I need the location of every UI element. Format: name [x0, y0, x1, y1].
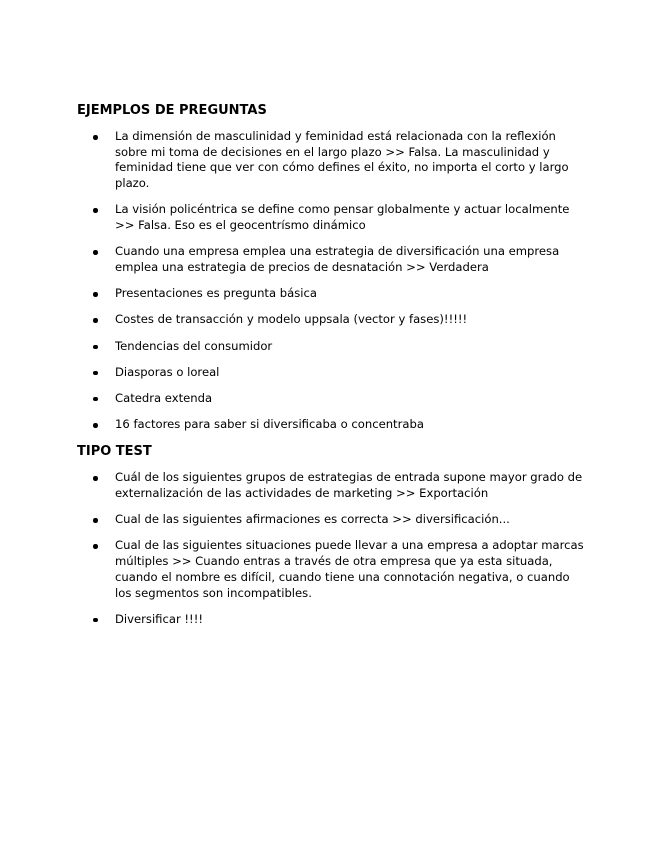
list-item	[77, 286, 587, 302]
list-item-text: La dimensión de masculinidad y feminidad está relacionada con la reflexión sobre mi toma de decisiones en el largo plazo >> Falsa. La masculinidad y feminidad tiene que ver con cómo defines el éxito, no importa el corto y largo plazo.	[115, 129, 569, 191]
bullet-icon	[93, 618, 98, 623]
list-item-text: La visión policéntrica se define como pensar globalmente y actuar localmente >> Falsa. Eso es el geocentrísmo dinámico	[115, 202, 570, 233]
list-item	[77, 512, 587, 528]
bullet-icon	[93, 292, 98, 297]
list-item	[77, 202, 587, 233]
list-item-text: Cual de las siguientes situaciones puede llevar a una empresa a adoptar marcas múltiples >> Cuando entras a través de otra empresa que ya esta situada, cuando el nombre es difícil, cuando tiene una connotación negativa, o cuando los segmentos son incompatibles.	[115, 538, 584, 600]
bullet-icon	[93, 371, 98, 376]
list-item	[77, 417, 587, 433]
list-item-text: Diversificar !!!!	[115, 611, 203, 626]
bullet-list-tipo-test	[77, 470, 587, 627]
list-item	[77, 538, 587, 601]
list-item	[77, 244, 587, 275]
list-item-text: Costes de transacción y modelo uppsala (vector y fases)!!!!!	[115, 312, 468, 327]
list-item	[77, 391, 587, 407]
bullet-icon	[93, 397, 98, 402]
list-item	[77, 339, 587, 355]
bullet-icon	[93, 476, 98, 481]
section-title-tipo-test: TIPO TEST	[77, 444, 152, 460]
list-item-text: Cual de las siguientes afirmaciones es correcta >> diversificación...	[115, 512, 510, 527]
list-item-text: Cuando una empresa emplea una estrategia de diversificación una empresa emplea una estrategia de precios de desnatación >> Verdadera	[115, 244, 560, 274]
list-item	[77, 365, 587, 381]
list-item	[77, 470, 587, 501]
bullet-icon	[93, 250, 98, 255]
bullet-icon	[93, 208, 98, 213]
list-item	[77, 612, 587, 628]
bullet-icon	[93, 345, 98, 350]
bullet-icon	[93, 318, 98, 323]
list-item-text: Cuál de los siguientes grupos de estrategias de entrada supone mayor grado de externalización de las actividades de marketing >> Exportación	[115, 470, 583, 501]
list-item	[77, 312, 587, 328]
list-item	[77, 129, 587, 192]
list-item-text: Presentaciones es pregunta básica	[115, 286, 317, 301]
list-item-text: Diasporas o loreal	[115, 364, 220, 379]
list-item-text: 16 factores para saber si diversificaba o concentraba	[115, 417, 424, 432]
list-item-text: Catedra extenda	[115, 390, 213, 405]
bullet-icon	[93, 544, 98, 549]
bullet-list-ejemplos	[77, 129, 587, 433]
list-item-text: Tendencias del consumidor	[115, 338, 273, 353]
document-content	[77, 102, 587, 638]
bullet-icon	[93, 135, 98, 140]
bullet-icon	[93, 423, 98, 428]
bullet-icon	[93, 518, 98, 523]
section-title-ejemplos: EJEMPLOS DE PREGUNTAS	[77, 103, 267, 118]
